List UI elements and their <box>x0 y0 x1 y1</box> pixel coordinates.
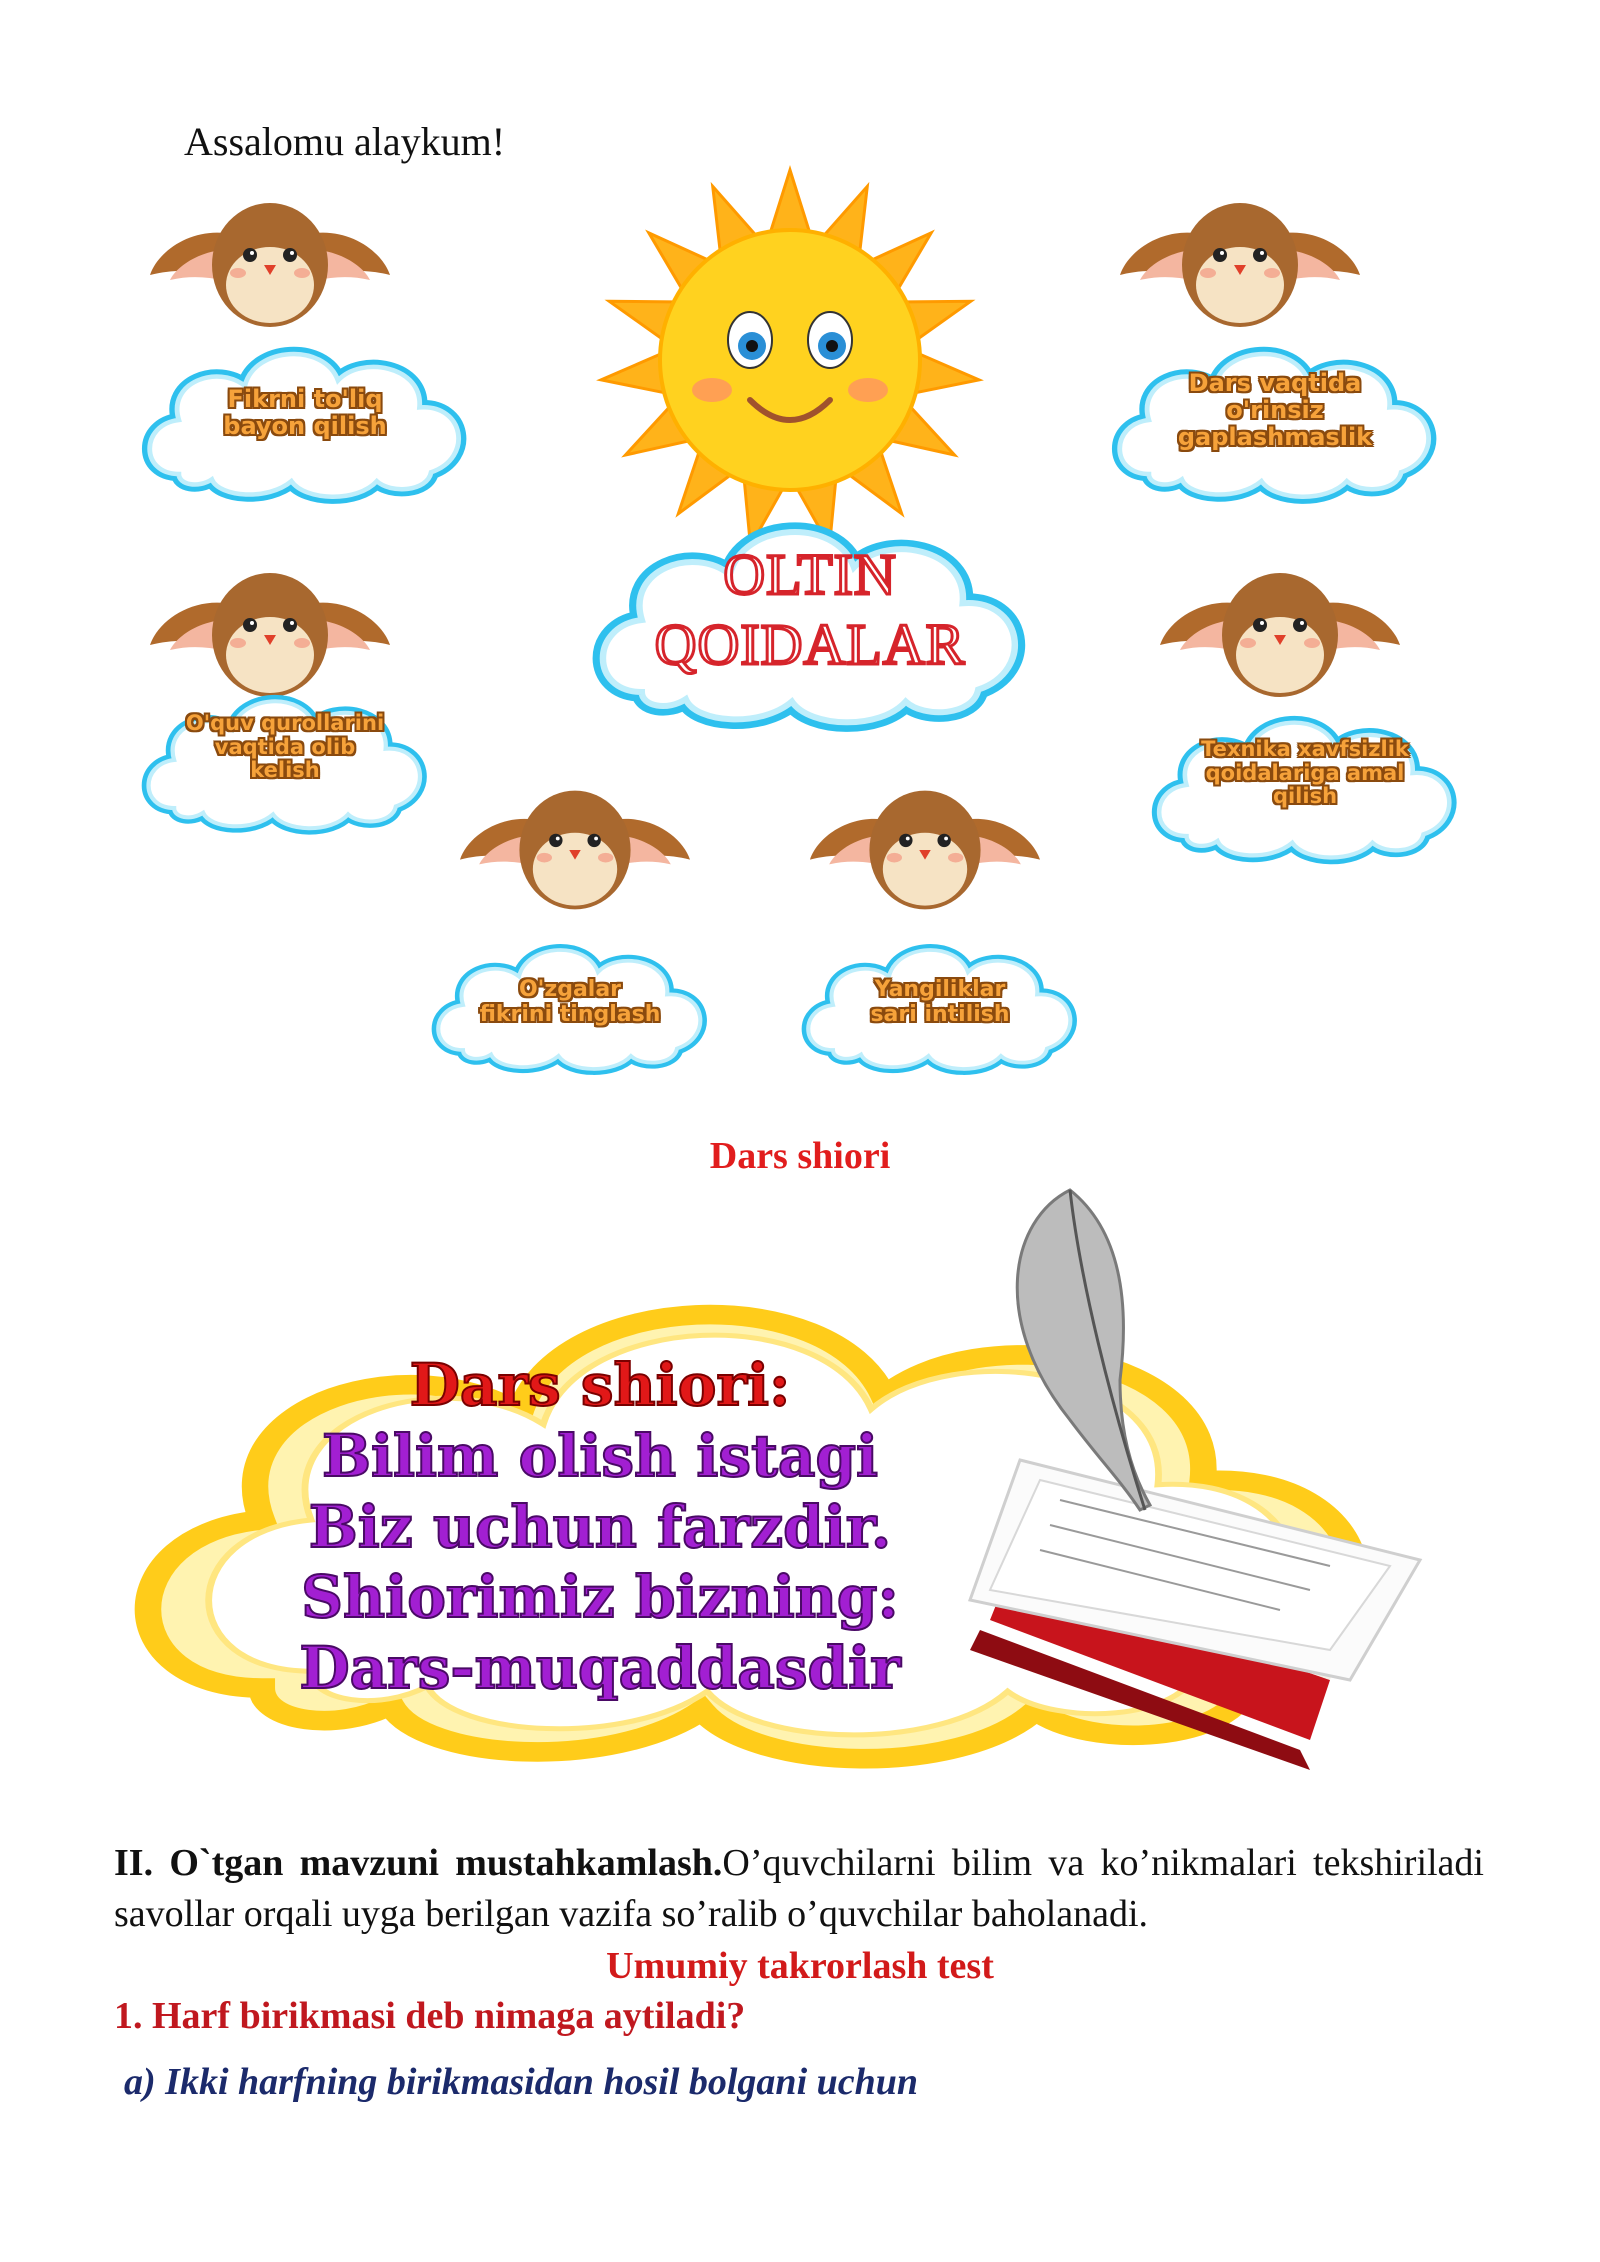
section-paragraph <box>114 1838 1484 1941</box>
rule-label-3: O'quv qurollarini vaqtida olib kelish <box>185 711 385 783</box>
rule-label-1: Fikrni to'liq bayon qilish <box>223 385 387 440</box>
bird-illustration-1 <box>150 180 390 350</box>
slogan-text: Dars shiori: Bilim olish istagi Biz uchun farzdir. Shiorimiz bizning: Dars-muqaddasdir <box>299 1351 901 1702</box>
slogan-poster <box>110 1180 1490 1820</box>
bird-illustration-5 <box>460 760 690 940</box>
section-title: II. O`tgan mavzuni mustahkamlash. <box>114 1842 723 1884</box>
rule-label-6: Yangiliklar sari intilish <box>870 977 1010 1027</box>
section-body: O’quvchilarni bilim va ko’nikmalari tekshiriladi savollar orqali uyga berilgan vazifa so’ralib o’quvchilar baholanadi. <box>114 1842 1484 1936</box>
rule-label-4: Texnika xavfsizlik qoidalariga amal qilish <box>1201 737 1409 809</box>
slogan-heading: Dars shiori <box>709 1135 891 1177</box>
golden-rules-title: OLTIN QOIDALAR <box>654 542 966 677</box>
book-quill-illustration <box>950 1180 1470 1780</box>
bird-illustration-4 <box>1160 550 1400 720</box>
rule-label-5: O'zgalar fikrini tinglash <box>479 977 661 1027</box>
rule-label-2: Dars vaqtida o'rinsiz gaplashmaslik <box>1177 369 1373 451</box>
test-title: Umumiy takrorlash test <box>606 1945 994 1987</box>
test-question-1: 1. Harf birikmasi deb nimaga aytiladi? <box>114 1995 746 2037</box>
golden-rules-poster <box>130 160 1470 1100</box>
bird-illustration-6 <box>810 760 1040 940</box>
test-answer-a: a) Ikki harfning birikmasidan hosil bolgani uchun <box>124 2061 919 2103</box>
greeting-text: Assalomu alaykum! <box>184 119 506 164</box>
bird-illustration-2 <box>1120 180 1360 350</box>
